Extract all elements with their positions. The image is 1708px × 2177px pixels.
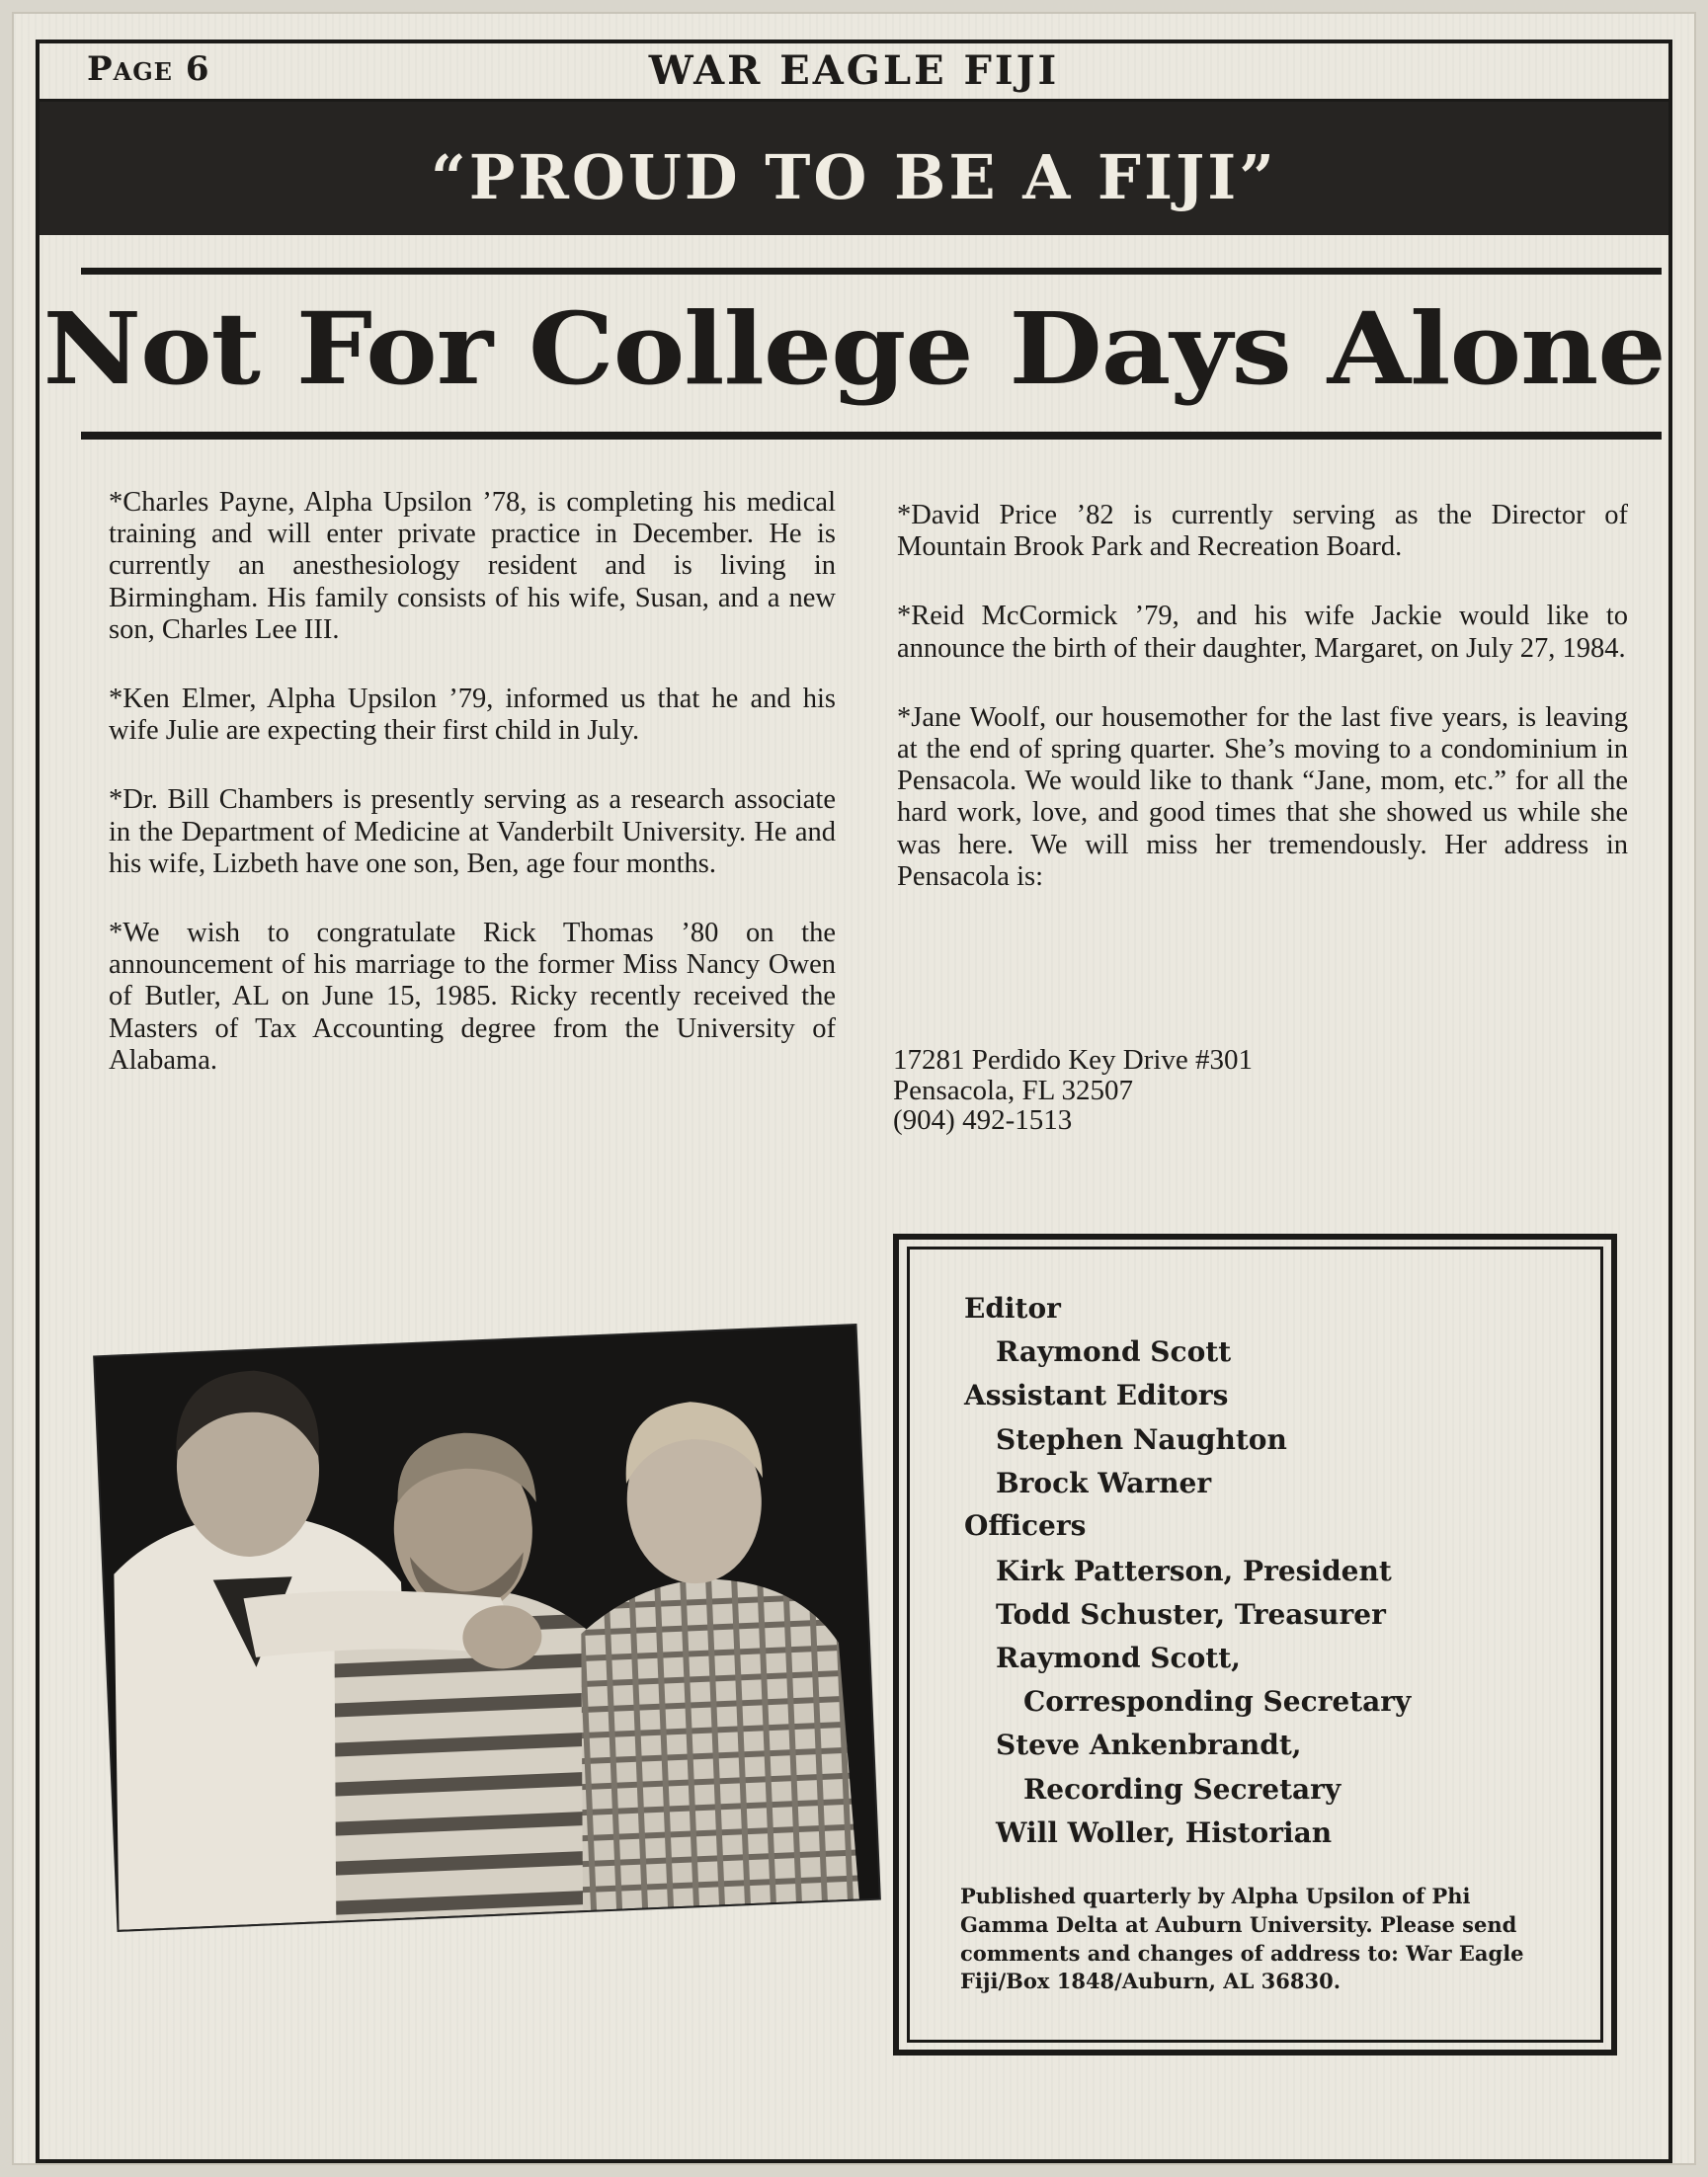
headline-rule-top [81,268,1662,275]
address-line: (904) 492-1513 [893,1104,1073,1137]
staff-heading-assistant-editors: Assistant Editors [964,1379,1229,1411]
headline-rule-bottom [81,432,1662,440]
news-item: *Jane Woolf, our housemother for the last five years, is leaving at the end of spring quarter. She’s moving to a condominium in Pensacola. We would like to thank “Jane, mom, etc.” for all the hard work, love, and good times that she showed us while she was here. We will miss her tremendously. Her address in Pensacola is: [897,701,1628,892]
staff-name: Brock Warner [996,1467,1212,1499]
news-item: *We wish to congratulate Rick Thomas ’80 on the announcement of his marriage to the former Miss Nancy Owen of Butler, AL on June 15, 1985. Ricky recently received the Masters of Tax Accounting degree from the University of Alabama. [109,918,836,1076]
staff-heading-editor: Editor [964,1292,1061,1325]
news-item: *Charles Payne, Alpha Upsilon ’78, is completing his medical training and will enter private practice in December. He is currently an anesthesiology resident and is living in Birmingham. His family consists of his wife, Susan, and a new son, Charles Lee III. [109,487,836,645]
news-item: *David Price ’82 is currently serving as the Director of Mountain Brook Park and Recreation Board. [897,500,1628,563]
publication-note: Published quarterly by Alpha Upsilon of Phi Gamma Delta at Auburn University. Please send comments and changes of address to: War Eagle Fiji/Box 1848/Auburn, AL 36830. [960,1884,1524,1994]
staff-officer-title: Recording Secretary [1023,1773,1342,1806]
address-line: Pensacola, FL 32507 [893,1074,1133,1106]
group-photo-image [95,1326,879,1930]
slogan-text: “PROUD TO BE A FIJI” [431,141,1277,213]
news-item: *Dr. Bill Chambers is presently serving as a research associate in the Department of Medicine at Vanderbilt University. He and his wife, Lizbeth have one son, Ben, age four months. [109,784,836,879]
staff-officer: Todd Schuster, Treasurer [996,1598,1386,1631]
staff-heading-officers: Officers [964,1509,1087,1542]
news-item: *Ken Elmer, Alpha Upsilon ’79, informed us that he and his wife Julie are expecting their first child in July. [109,684,836,747]
left-column [109,487,836,1114]
right-column [897,500,1628,930]
group-photo [95,1326,879,1930]
staff-name: Raymond Scott [996,1335,1232,1368]
staff-officer: Steve Ankenbrandt, [996,1729,1302,1761]
article-headline: Not For College Days Alone [42,290,1666,407]
staff-officer: Kirk Patterson, President [996,1555,1392,1587]
staff-officer-title: Corresponding Secretary [1023,1685,1412,1718]
staff-officer: Will Woller, Historian [996,1816,1333,1849]
address-line: 17281 Perdido Key Drive #301 [893,1044,1254,1076]
staff-officer: Raymond Scott, [996,1642,1241,1674]
staff-name: Stephen Naughton [996,1423,1287,1456]
news-item: *Reid McCormick ’79, and his wife Jackie would like to announce the birth of their daughter, Margaret, on July 27, 1984. [897,601,1628,664]
masthead-bar [40,43,1668,102]
housemother-address [893,1045,1253,1136]
masthead-title: WAR EAGLE FIJI [648,47,1060,94]
page-number: Page 6 [87,49,210,89]
slogan-banner [40,102,1668,235]
